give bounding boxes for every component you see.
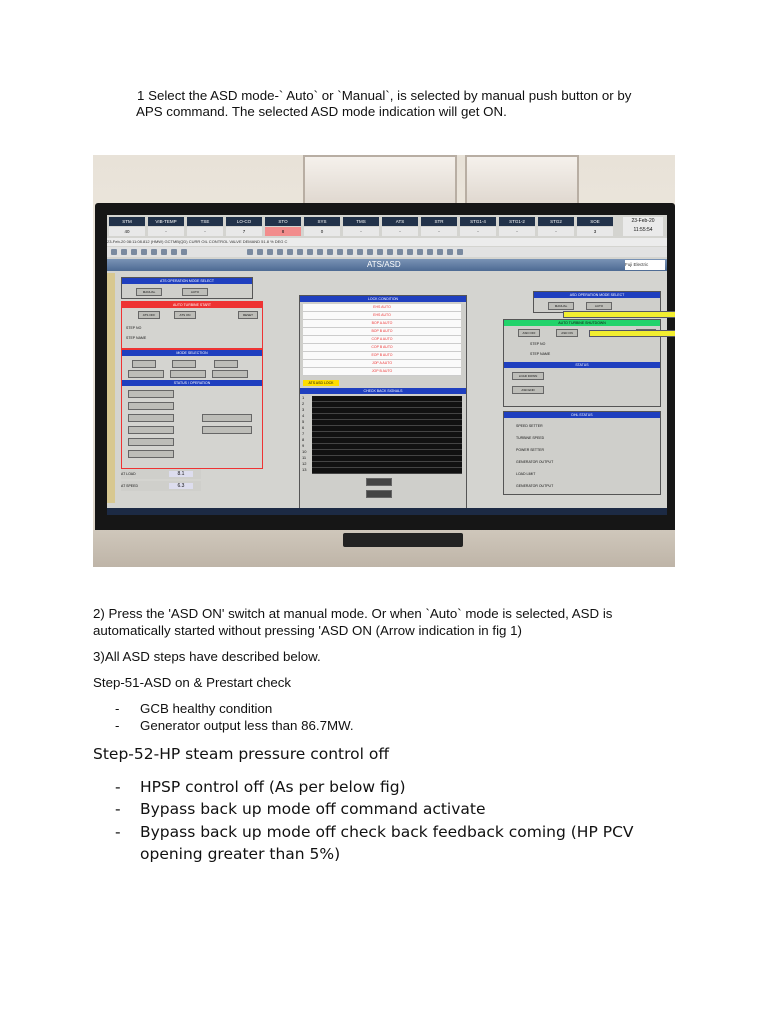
alarm-value: - xyxy=(187,227,223,236)
tool-icon[interactable] xyxy=(287,249,293,255)
auto-start-title: AUTO TURBINE START xyxy=(122,302,262,308)
mode-selection-title: MODE SELECTION xyxy=(122,350,262,356)
auto-start-panel xyxy=(121,301,263,349)
alarm-value: 3 xyxy=(577,227,613,236)
cb-number: 6 xyxy=(302,425,305,430)
alarm-value: - xyxy=(382,227,418,236)
step51-title: Step-51-ASD on & Prestart check xyxy=(93,675,292,690)
ats-manual-button[interactable]: MANUAL xyxy=(136,288,162,296)
arrow-indicator-lower xyxy=(589,330,675,337)
tool-icon[interactable] xyxy=(397,249,403,255)
status-title: STATUS xyxy=(504,362,660,368)
tool-icon[interactable] xyxy=(437,249,443,255)
brand-logo: Fuji Electric xyxy=(625,260,665,270)
alarm-label: STR xyxy=(421,217,457,226)
asd-off-button[interactable]: ASD OFF xyxy=(518,329,540,337)
asd-step-no-label: STEP NO xyxy=(530,342,546,346)
status-button[interactable] xyxy=(128,414,174,422)
alarm-bar xyxy=(107,217,667,237)
dhl-row: TURBINE SPEED xyxy=(516,436,545,440)
lock-title: LOCK CONDITION xyxy=(300,296,466,302)
item2-line-2: automatically started without pressing 'ASD ON (Arrow indication in fig 1) xyxy=(93,623,522,638)
check-back-title: CHECK BACK SIGNALS xyxy=(300,388,466,394)
dhl-row: GENERATOR OUTPUT xyxy=(516,460,554,464)
alarm-label: LO-CO xyxy=(226,217,262,226)
tool-icon[interactable] xyxy=(141,249,147,255)
bullet-dash: - xyxy=(115,800,121,818)
bullet-text: GCB healthy condition xyxy=(140,701,273,716)
ats-off-button[interactable]: ATS OFF xyxy=(138,311,160,319)
alarm-label: VIB-TEMP xyxy=(148,217,184,226)
lock-row: JOP B AUTO xyxy=(303,368,461,376)
tool-icon[interactable] xyxy=(407,249,413,255)
alarm-label: ATS xyxy=(382,217,418,226)
lock-row: EHS AUTO xyxy=(303,304,461,312)
asd-mode-title: ASD OPERATION MODE SELECT xyxy=(534,292,660,298)
bullet-text: Generator output less than 86.7MW. xyxy=(140,718,354,733)
tool-icon[interactable] xyxy=(257,249,263,255)
step-no-label: STEP NO xyxy=(126,326,142,330)
alarm-value: 0 xyxy=(304,227,340,236)
bullet-dash: - xyxy=(115,718,120,733)
at-load-label: AT LOAD xyxy=(121,472,136,476)
tool-icon[interactable] xyxy=(277,249,283,255)
tool-icon[interactable] xyxy=(347,249,353,255)
tool-icon[interactable] xyxy=(181,249,187,255)
alarm-value: - xyxy=(343,227,379,236)
bullet-text: Bypass back up mode off check back feedback coming (HP PCV opening greater than 5%) xyxy=(140,823,634,863)
tool-icon[interactable] xyxy=(387,249,393,255)
alarm-value: - xyxy=(499,227,535,236)
at-speed-row xyxy=(121,481,201,491)
side-strip xyxy=(107,273,115,503)
tool-icon[interactable] xyxy=(377,249,383,255)
cb-number: 13 xyxy=(302,467,307,472)
alarm-value: 8 xyxy=(265,227,301,236)
cb-row xyxy=(312,468,462,474)
status-button[interactable] xyxy=(128,390,174,398)
alarm-label: STO xyxy=(265,217,301,226)
tool-icon[interactable] xyxy=(297,249,303,255)
tool-icon[interactable] xyxy=(267,249,273,255)
alarm-value: - xyxy=(538,227,574,236)
time-button[interactable] xyxy=(366,478,392,486)
dhl-row: SPEED SETTER xyxy=(516,424,543,428)
item2-line-1: 2) Press the 'ASD ON' switch at manual mode. Or when `Auto` mode is selected, ASD is xyxy=(93,606,613,621)
status-button[interactable] xyxy=(202,414,252,422)
toolbar xyxy=(107,247,667,257)
asd-step-name-label: STEP NAME xyxy=(530,352,551,356)
tool-icon[interactable] xyxy=(427,249,433,255)
alarm-value: - xyxy=(460,227,496,236)
ats-mode-title: ATS OPERATION MODE SELECT xyxy=(122,278,252,284)
asd-mode-panel xyxy=(533,291,661,313)
status-operation-title: STATUS / OPERATION xyxy=(122,380,262,386)
tool-icon[interactable] xyxy=(121,249,127,255)
alarm-label: STG1-4 xyxy=(460,217,496,226)
step-name-label: STEP NAME xyxy=(126,336,147,340)
at-speed-value: 6.3 xyxy=(169,483,193,489)
bullet-dash: - xyxy=(115,778,121,796)
tool-icon[interactable] xyxy=(327,249,333,255)
status-button[interactable] xyxy=(202,426,252,434)
lock-row: COP B AUTO xyxy=(303,344,461,352)
alarm-label: SOE xyxy=(577,217,613,226)
status-button[interactable] xyxy=(128,426,174,434)
cb-number: 12 xyxy=(302,461,307,466)
load-down-button[interactable]: LOAD DOWN xyxy=(512,372,544,380)
ats-auto-button[interactable]: AUTO xyxy=(182,288,208,296)
dhl-row: POWER SETTER xyxy=(516,448,545,452)
figure-1-photo xyxy=(93,155,675,567)
alarm-label: TSE xyxy=(187,217,223,226)
mode-button[interactable] xyxy=(170,370,206,378)
alarm-value: - xyxy=(148,227,184,236)
item3-text: 3)All ASD steps have described below. xyxy=(93,649,321,664)
lock-row: BOP B AUTO xyxy=(303,328,461,336)
status-button[interactable] xyxy=(128,438,174,446)
tool-icon[interactable] xyxy=(457,249,463,255)
at-speed-label: AT SPEED xyxy=(121,484,138,488)
at-load-value: 8.1 xyxy=(169,471,193,477)
auto-shutdown-title: AUTO TURBINE SHUTDOWN xyxy=(504,320,660,326)
clock-date: 23-Feb-20 xyxy=(631,218,655,224)
asd-on-button[interactable]: ASD ON xyxy=(556,329,578,337)
bullet-dash: - xyxy=(115,701,120,716)
status-button[interactable] xyxy=(128,402,174,410)
cb-number: 9 xyxy=(302,443,305,448)
mode-button[interactable] xyxy=(212,370,248,378)
dhl-status-title: DHL STATUS xyxy=(504,412,660,418)
alarm-label: SYS xyxy=(304,217,340,226)
tool-icon[interactable] xyxy=(111,249,117,255)
step52-title: Step-52-HP steam pressure control off xyxy=(93,745,390,763)
tool-icon[interactable] xyxy=(171,249,177,255)
lock-row: EHS AUTO xyxy=(303,312,461,320)
tool-icon[interactable] xyxy=(357,249,363,255)
taskbar xyxy=(107,508,667,515)
cb-number: 3 xyxy=(302,407,305,412)
monitor xyxy=(95,203,675,533)
tool-icon[interactable] xyxy=(367,249,373,255)
ats-reset-button[interactable]: RESET xyxy=(238,311,258,319)
dhl-row: LOAD LIMIT xyxy=(516,472,536,476)
lock-row: JOP A AUTO xyxy=(303,360,461,368)
info-bar: 23-Feb-20 08:11:08.812 (HMW) GCTMB(QD) CURR OIL CONTROL VALVE DEMAND 51.8 % DEG C xyxy=(107,238,667,246)
alarm-label: STM xyxy=(109,217,145,226)
alarm-value: - xyxy=(421,227,457,236)
bullet-text: Bypass back up mode off command activate xyxy=(140,800,486,818)
at-load-row xyxy=(121,469,201,479)
dhl-row: GENERATOR OUTPUT xyxy=(516,484,554,488)
bullet-text: HPSP control off (As per below fig) xyxy=(140,778,406,796)
cb-number: 1 xyxy=(302,395,305,400)
mode-button[interactable] xyxy=(172,360,196,368)
cb-number: 5 xyxy=(302,419,305,424)
dhl-status-panel xyxy=(503,411,661,495)
clock xyxy=(623,217,663,236)
mode-button[interactable] xyxy=(214,360,238,368)
cb-number: 4 xyxy=(302,413,305,418)
tool-icon[interactable] xyxy=(151,249,157,255)
lock-row: COP A AUTO xyxy=(303,336,461,344)
arrow-indicator-upper xyxy=(563,311,675,318)
mode-selection-panel xyxy=(121,349,263,469)
lock-indicator: ATS ASD LOCK xyxy=(303,380,339,386)
clock-time: 11:55:54 xyxy=(633,227,653,233)
ats-on-button[interactable]: ATS ON xyxy=(174,311,196,319)
cb-number: 7 xyxy=(302,431,305,436)
tool-icon[interactable] xyxy=(247,249,253,255)
tool-icon[interactable] xyxy=(337,249,343,255)
tool-icon[interactable] xyxy=(447,249,453,255)
alarm-value: 40 xyxy=(109,227,145,236)
lock-row: BOP A AUTO xyxy=(303,320,461,328)
tool-icon[interactable] xyxy=(131,249,137,255)
time-button[interactable] xyxy=(366,490,392,498)
intro-line-1: 1 Select the ASD mode-` Auto` or `Manual`, is selected by manual push button or by xyxy=(137,88,632,103)
intro-line-2: APS command. The selected ASD mode indication will get ON. xyxy=(136,104,507,119)
tool-icon[interactable] xyxy=(317,249,323,255)
lock-condition-panel xyxy=(299,295,467,509)
mode-button[interactable] xyxy=(132,360,156,368)
asd-auto-button[interactable]: AUTO xyxy=(586,302,612,310)
asd-manual-button[interactable]: MANUAL xyxy=(548,302,574,310)
cb-number: 10 xyxy=(302,449,307,454)
tool-icon[interactable] xyxy=(161,249,167,255)
cb-number: 11 xyxy=(302,455,307,460)
cb-number: 2 xyxy=(302,401,305,406)
tool-icon[interactable] xyxy=(307,249,313,255)
status-button[interactable] xyxy=(128,450,174,458)
lock-row: EOP B AUTO xyxy=(303,352,461,360)
hmi-screen xyxy=(107,215,667,515)
mode-button[interactable] xyxy=(128,370,164,378)
alarm-label: STG2 xyxy=(538,217,574,226)
tool-icon[interactable] xyxy=(417,249,423,255)
window-titlebar xyxy=(107,259,667,271)
cb-number: 8 xyxy=(302,437,305,442)
window-title: ATS/ASD xyxy=(367,260,401,269)
monitor-stand xyxy=(343,533,463,547)
alarm-label: STG1-2 xyxy=(499,217,535,226)
bullet-dash: - xyxy=(115,823,121,841)
alarm-value: 7 xyxy=(226,227,262,236)
asd-end-button[interactable]: ASD END xyxy=(512,386,544,394)
alarm-label: TMS xyxy=(343,217,379,226)
ats-mode-panel xyxy=(121,277,253,299)
